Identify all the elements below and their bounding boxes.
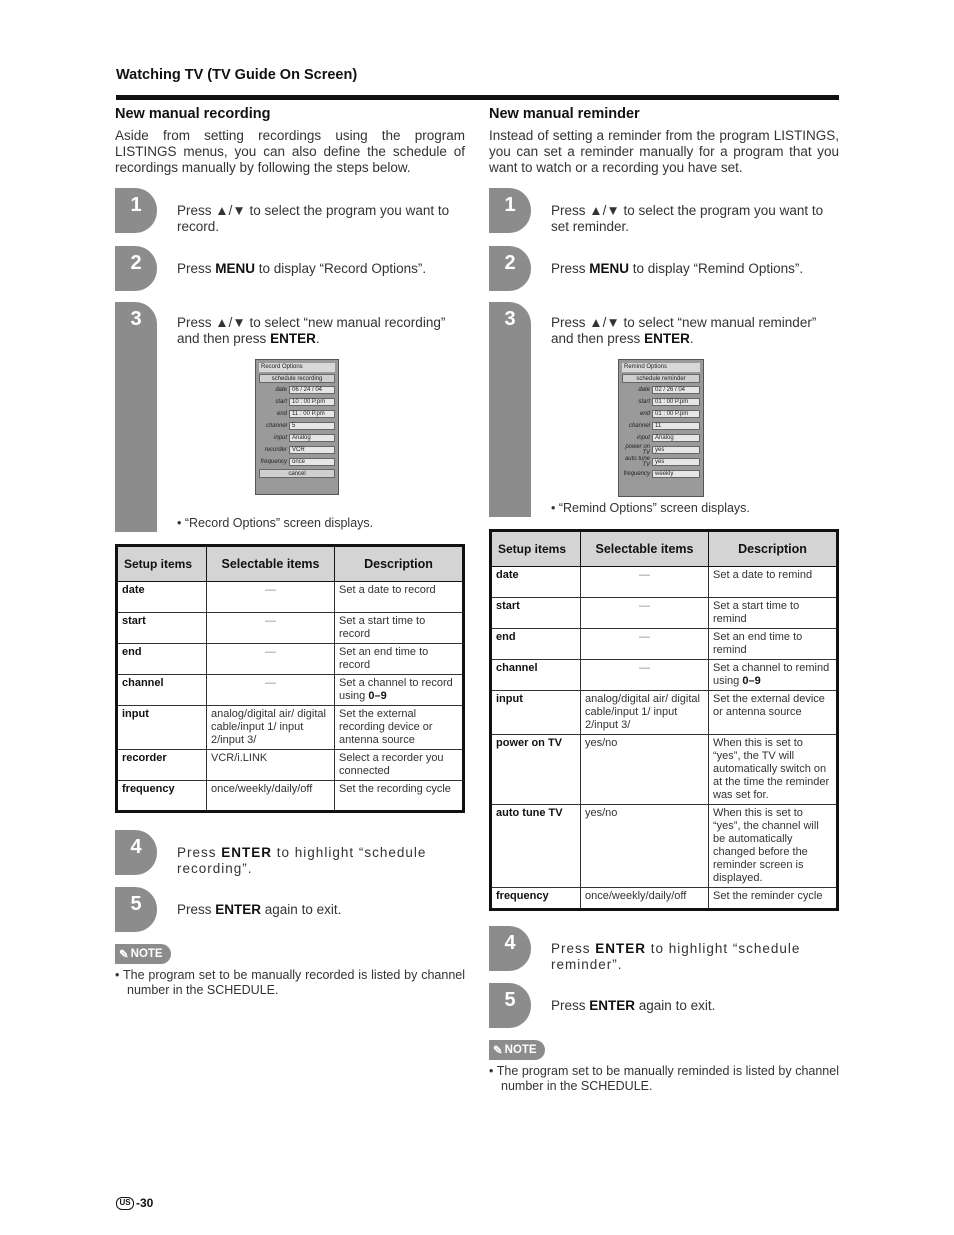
table-row: input analog/digital air/ digital cable/input 1/ input 2/input 3/ Set the external device or antenna source bbox=[491, 691, 838, 735]
left-setup-table bbox=[115, 544, 465, 813]
right-intro: Instead of setting a reminder from the program LISTINGS, you can set a reminder manually for a program that you want to watch or a recording you have set. bbox=[489, 128, 839, 175]
step-number: 5 bbox=[115, 887, 157, 932]
table-header: Setup items bbox=[117, 546, 207, 582]
table-row: channel — Set a channel to record using 0–9 bbox=[117, 675, 464, 706]
table-row: power on TV yes/no When this is set to “yes”, the TV will automatically switch on at the time the reminder was set for. bbox=[491, 735, 838, 805]
record-options-screenshot: Record Options schedule recording date 06 / 24 / 04 start 10 : 00 P.pm end 11 : 00 P.pm channel 5 input Analog recorder VCR frequency once cancel bbox=[255, 359, 339, 495]
note-text: • The program set to be manually recorded is listed by channel number in the SCHEDULE. bbox=[115, 968, 465, 997]
table-row: date — Set a date to record bbox=[117, 582, 464, 613]
step-text: Press MENU to display “Record Options”. bbox=[177, 261, 427, 276]
step-text bbox=[177, 203, 465, 235]
right-steps-4-5 bbox=[489, 926, 839, 1036]
table-row: frequency once/weekly/daily/off Set the reminder cycle bbox=[491, 888, 838, 910]
table-header: Description bbox=[335, 546, 464, 582]
step-text: Press ENTER again to exit. bbox=[177, 902, 342, 917]
table-row: end — Set an end time to record bbox=[117, 644, 464, 675]
step-number: 1 bbox=[489, 188, 531, 233]
header-rule bbox=[116, 95, 839, 100]
step-text: Press ENTER to highlight “schedule recording”. bbox=[177, 845, 427, 876]
step-text: Press MENU to display “Remind Options”. bbox=[551, 261, 804, 276]
table-header: Selectable items bbox=[207, 546, 335, 582]
left-caption: • “Record Options” screen displays. bbox=[177, 516, 374, 530]
step-text: Press ▲/▼ to select “new manual reminder” and then press ENTER. bbox=[551, 315, 817, 346]
us-region-icon: US bbox=[116, 1197, 134, 1210]
step-number: 3 bbox=[115, 302, 157, 532]
table-row: end — Set an end time to remind bbox=[491, 629, 838, 660]
step-number: 5 bbox=[489, 983, 531, 1028]
note-badge: ✎ NOTE bbox=[489, 1040, 545, 1060]
step-text-pre: Press ▲/▼ to select the program you want to record. bbox=[177, 203, 450, 234]
note-text: • The program set to be manually reminded is listed by channel number in the SCHEDULE. bbox=[489, 1064, 839, 1093]
left-steps-1-3 bbox=[115, 188, 465, 533]
left-steps-4-5 bbox=[115, 830, 465, 940]
note-badge: ✎ NOTE bbox=[115, 944, 171, 964]
right-caption: • “Remind Options” screen displays. bbox=[551, 501, 750, 515]
step-number: 4 bbox=[115, 830, 157, 875]
table-row: start — Set a start time to record bbox=[117, 613, 464, 644]
table-row: start — Set a start time to remind bbox=[491, 598, 838, 629]
table-row: frequency once/weekly/daily/off Set the recording cycle bbox=[117, 781, 464, 812]
left-title: New manual recording bbox=[115, 106, 271, 122]
page-footer bbox=[116, 1196, 153, 1210]
left-column bbox=[115, 106, 465, 998]
table-row: channel — Set a channel to remind using 0–9 bbox=[491, 660, 838, 691]
right-title: New manual reminder bbox=[489, 106, 640, 122]
right-steps-1-3 bbox=[489, 188, 839, 533]
step-number: 1 bbox=[115, 188, 157, 233]
remind-options-screenshot: Remind Options schedule reminder date 02 / 26 / 04 start 01 : 00 P.pm end 01 : 00 P.pm channel 11 input Analog power on TV yes auto tune TV yes frequency weekly bbox=[618, 359, 704, 497]
step-text: Press ENTER again to exit. bbox=[551, 998, 716, 1013]
left-intro: Aside from setting recordings using the program LISTINGS menus, you can also define the schedule of recordings manually by following the steps below. bbox=[115, 128, 465, 175]
step-text: Press ▲/▼ to select “new manual recording” and then press ENTER. bbox=[177, 315, 446, 346]
right-setup-table bbox=[489, 529, 839, 911]
table-header: Setup items bbox=[491, 531, 581, 567]
page-section-title: Watching TV (TV Guide On Screen) bbox=[116, 67, 358, 83]
pencil-icon: ✎ bbox=[119, 949, 129, 961]
pencil-icon: ✎ bbox=[493, 1045, 503, 1057]
table-header: Selectable items bbox=[581, 531, 709, 567]
step-text: Press ▲/▼ to select the program you want to set reminder. bbox=[551, 203, 824, 234]
page-number: -30 bbox=[136, 1196, 154, 1210]
step-number: 2 bbox=[489, 246, 531, 291]
right-column bbox=[489, 106, 839, 1094]
left-note bbox=[115, 944, 465, 998]
right-note bbox=[489, 1040, 839, 1094]
table-row: date — Set a date to remind bbox=[491, 567, 838, 598]
step-number: 2 bbox=[115, 246, 157, 291]
step-text: Press ENTER to highlight “schedule reminder”. bbox=[551, 941, 801, 972]
table-row: recorder VCR/i.LINK Select a recorder you connected bbox=[117, 750, 464, 781]
step-number: 3 bbox=[489, 302, 531, 517]
step-number: 4 bbox=[489, 926, 531, 971]
table-row: auto tune TV yes/no When this is set to “yes”, the channel will be automatically changed before the reminder screen is displayed. bbox=[491, 805, 838, 888]
table-header: Description bbox=[709, 531, 838, 567]
table-row: input analog/digital air/ digital cable/input 1/ input 2/input 3/ Set the external recording device or antenna source bbox=[117, 706, 464, 750]
